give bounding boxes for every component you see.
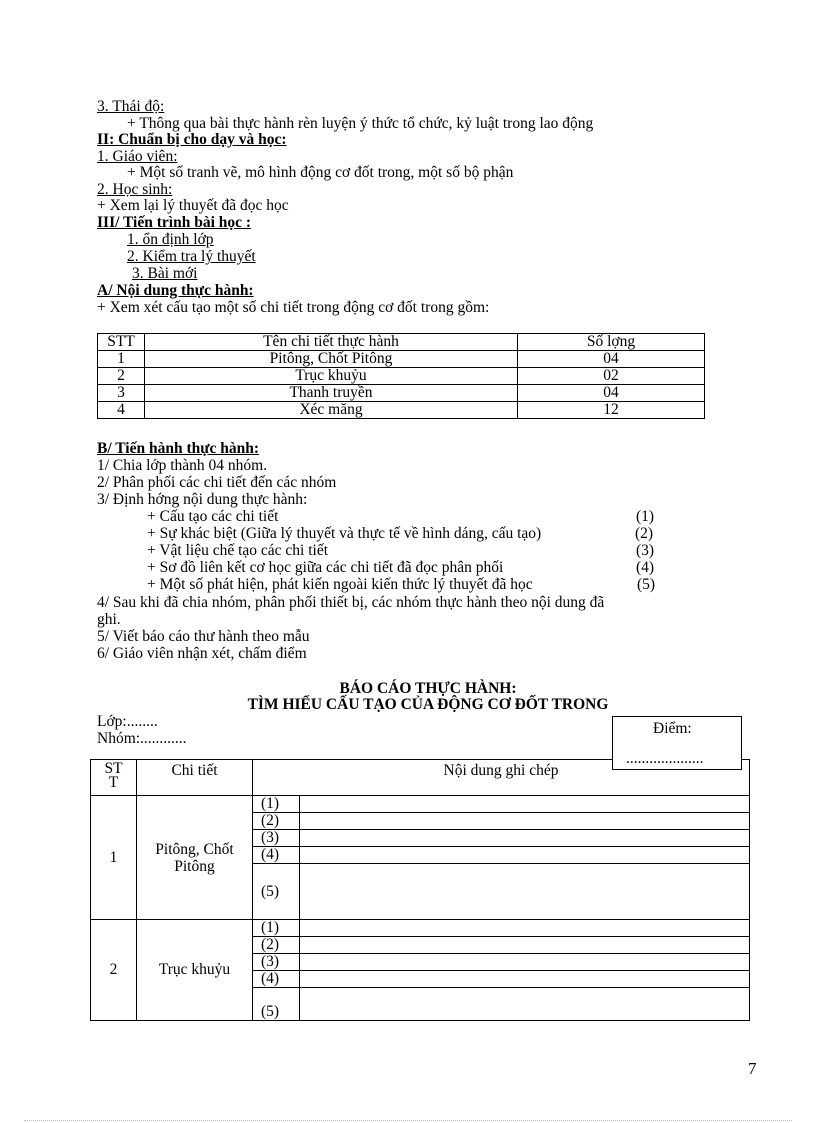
sub-item-num: (4)	[636, 559, 655, 576]
report-part: Pitông, Chốt Pitông	[137, 796, 253, 920]
note-label: (1)	[253, 920, 300, 937]
sub-item-text: + Vật liệu chế tạo các chi tiết	[147, 542, 329, 559]
page-number: 7	[748, 1059, 757, 1078]
score-box	[612, 716, 742, 770]
class-label: Lớp:........	[97, 713, 158, 730]
section-b-step: 1/ Chia lớp thành 04 nhóm.	[97, 457, 268, 474]
table-cell: Trục khuỷu	[145, 368, 518, 385]
sub-item-text: + Một số phát hiện, phát kiến ngoài kiến thức lý thuyết đã học	[147, 576, 533, 593]
section-b-step4: 4/ Sau khi đã chia nhóm, phân phối thiết bị, các nhóm thực hành theo nội dung đã	[97, 594, 605, 611]
section-b-step5: 5/ Viết báo cáo thư hành theo mẫu	[97, 628, 310, 645]
table-header: STT	[98, 334, 145, 351]
table-cell: Pitông, Chốt Pitông	[145, 351, 518, 368]
note-label: (3)	[253, 830, 300, 847]
table-header: Tên chi tiết thực hành	[145, 334, 518, 351]
table-header-row	[98, 334, 705, 351]
report-part: Trục khuỷu	[137, 920, 253, 1021]
section-iii-heading: III/ Tiến trình bài học :	[97, 214, 252, 231]
table-cell: Thanh truyền	[145, 385, 518, 402]
attitude-line: + Thông qua bài thực hành rèn luyện ý thức tổ chức, kỷ luật trong lao động	[127, 115, 594, 132]
report-stt: 2	[91, 920, 137, 1021]
table-cell: 1	[98, 351, 145, 368]
section-a-heading: A/ Nội dung thực hành:	[97, 282, 254, 299]
table-cell: 02	[518, 368, 705, 385]
table-cell: Xéc măng	[145, 402, 518, 419]
attitude-heading: 3. Thái độ:	[97, 98, 165, 115]
score-label: Điểm:	[653, 720, 692, 737]
report-header: Chi tiết	[137, 760, 253, 796]
note-label: (5)	[253, 988, 300, 1021]
section-b-step: 3/ Định hớng nội dung thực hành:	[97, 491, 308, 508]
note-line[interactable]	[300, 796, 750, 813]
note-label: (4)	[253, 971, 300, 988]
table-row	[98, 385, 705, 402]
section-b-step4-cont: ghi.	[97, 611, 121, 628]
section-iii-item: 2. Kiểm tra lý thuyết	[127, 248, 256, 265]
materials-table	[97, 333, 705, 419]
note-line[interactable]	[300, 988, 750, 1021]
note-line[interactable]	[300, 830, 750, 847]
table-header: Số lợng	[518, 334, 705, 351]
report-title: BÁO CÁO THỰC HÀNH:	[339, 680, 517, 697]
sub-item-num: (3)	[636, 542, 655, 559]
sub-item-text: + Cấu tạo các chi tiết	[147, 508, 279, 525]
sub-item-num: (2)	[635, 525, 654, 542]
section-b-step6: 6/ Giáo viên nhận xét, chấm điểm	[97, 645, 307, 662]
section-iii-item: 3. Bài mới	[132, 265, 198, 282]
section-iii-item: 1. ổn định lớp	[127, 231, 214, 248]
note-line[interactable]	[300, 920, 750, 937]
footer-rule	[24, 1120, 792, 1121]
section-ii-heading: II: Chuẩn bị cho dạy và học:	[97, 131, 287, 148]
report-header: ST T	[91, 760, 137, 796]
student-heading: 2. Học sinh:	[97, 181, 173, 198]
table-cell: 3	[98, 385, 145, 402]
table-cell: 04	[518, 385, 705, 402]
table-cell: 4	[98, 402, 145, 419]
table-cell: 04	[518, 351, 705, 368]
report-stt: 1	[91, 796, 137, 920]
table-row	[98, 351, 705, 368]
section-b-step: 2/ Phân phối các chi tiết đến các nhóm	[97, 474, 337, 491]
note-line[interactable]	[300, 971, 750, 988]
student-line: + Xem lại lý thuyết đã đọc học	[97, 197, 289, 214]
note-label: (2)	[253, 813, 300, 830]
sub-item-num: (1)	[636, 508, 655, 525]
score-dots: ....................	[626, 750, 704, 767]
report-row	[91, 920, 750, 937]
report-table	[90, 759, 750, 1021]
note-label: (3)	[253, 954, 300, 971]
group-label: Nhóm:............	[97, 730, 187, 747]
sub-item-num: (5)	[637, 576, 656, 593]
report-row	[91, 796, 750, 813]
table-row	[98, 368, 705, 385]
note-label: (4)	[253, 847, 300, 864]
report-subtitle: TÌM HIỂU CẤU TẠO CỦA ĐỘNG CƠ ĐỐT TRONG	[247, 696, 609, 713]
note-label: (5)	[253, 864, 300, 920]
note-label: (2)	[253, 937, 300, 954]
table-cell: 2	[98, 368, 145, 385]
note-line[interactable]	[300, 813, 750, 830]
note-line[interactable]	[300, 954, 750, 971]
section-b-heading: B/ Tiến hành thực hành:	[97, 440, 260, 457]
teacher-line: + Một số tranh vẽ, mô hình động cơ đốt trong, một số bộ phận	[127, 164, 514, 181]
table-cell: 12	[518, 402, 705, 419]
table-row	[98, 402, 705, 419]
teacher-heading: 1. Giáo viên:	[97, 148, 178, 165]
note-label: (1)	[253, 796, 300, 813]
sub-item-text: + Sự khác biệt (Giữa lý thuyết và thực tế về hình dáng, cấu tạo)	[147, 525, 542, 542]
report-header: Nội dung ghi chép	[253, 760, 750, 796]
note-line[interactable]	[300, 937, 750, 954]
sub-item-text: + Sơ đồ liên kết cơ học giữa các chi tiết đã đọc phân phối	[147, 559, 504, 576]
section-a-intro: + Xem xét cấu tạo một số chi tiết trong động cơ đốt trong gồm:	[97, 299, 490, 316]
note-line[interactable]	[300, 847, 750, 864]
note-line[interactable]	[300, 864, 750, 920]
